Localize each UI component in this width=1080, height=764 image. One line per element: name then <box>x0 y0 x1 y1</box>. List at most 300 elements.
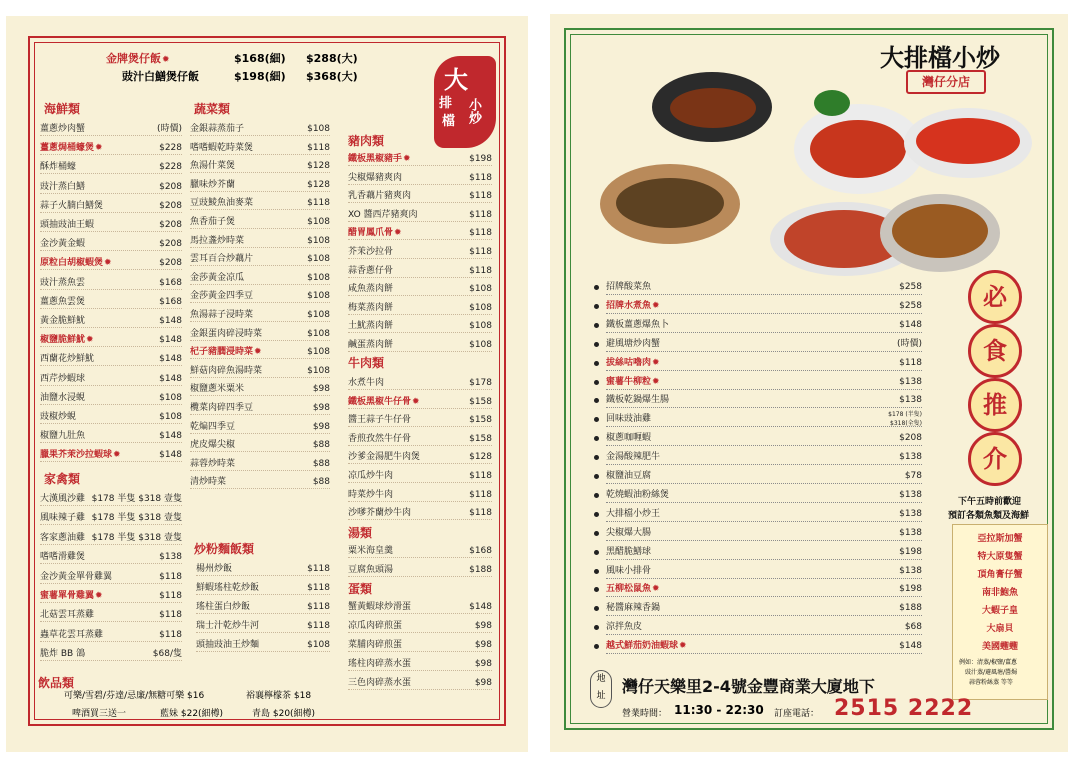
signature-dish-row <box>592 505 922 524</box>
signature-dish-name: 黑醋脆鱔球 <box>606 546 652 557</box>
signature-dish-price: $138 <box>899 452 922 463</box>
menu-item-price: $118 <box>469 508 492 519</box>
menu-item-name: 鹹蛋蒸肉餅 <box>348 340 394 350</box>
menu-item-row <box>40 427 182 445</box>
menu-item-name: 豉汁蒸魚雲 <box>40 277 86 288</box>
menu-item-row <box>40 645 182 663</box>
menu-item-price: $68/隻 <box>152 649 182 660</box>
signature-dish-name: 鐵板乾鍋爆生腸 <box>606 395 670 406</box>
menu-item-price: $208 <box>159 181 182 192</box>
signature-dish-name: 回味豉油雞 <box>606 414 652 425</box>
menu-item-name: 鐵板黑椒牛仔骨✹ <box>348 393 420 411</box>
menu-item-name: 鐵板黑椒豬手✹ <box>348 150 411 168</box>
signature-dish-row <box>592 335 922 354</box>
menu-item-name: 金莎黃金四季豆 <box>190 291 254 302</box>
menu-item-price: $118 <box>307 583 330 593</box>
star-burst-icon: ✹ <box>652 584 660 595</box>
bullet-icon <box>594 550 599 555</box>
menu-item-price: $108 <box>307 640 330 650</box>
menu-item-row <box>40 548 182 566</box>
menu-item-row <box>40 139 182 157</box>
signature-dish-price: $138 <box>899 565 922 576</box>
menu-item-price: $158 <box>469 396 492 407</box>
menu-item-row <box>348 299 492 317</box>
signature-dish-name: 大排檔小炒王 <box>606 508 661 519</box>
menu-item-price: $158 <box>469 415 492 426</box>
top-item-1 <box>106 50 170 66</box>
menu-item-row <box>190 380 330 398</box>
menu-item-name: 梅菜蒸肉餅 <box>348 302 394 313</box>
menu-item-price: $148 <box>159 316 182 326</box>
menu-item-name: 金沙黃金單骨雞翼 <box>40 571 113 582</box>
signature-dish-price: $198 <box>899 584 922 595</box>
method-line-1: 例如：清蒸/椒鹽/薑蔥 <box>959 659 1018 666</box>
bullet-icon <box>594 531 599 536</box>
menu-item-price: $208 <box>159 220 182 230</box>
menu-item-name: 西芹炒蝦球 <box>40 373 86 384</box>
menu-item-row <box>40 178 182 196</box>
must-try-char: 介 <box>968 432 1022 486</box>
menu-item-row <box>196 636 330 654</box>
menu-item-price: $98 <box>312 403 330 413</box>
menu-item-name: 臘果芥茉沙拉蝦球✹ <box>40 446 121 464</box>
menu-item-price: $138 <box>159 552 182 563</box>
menu-item-price: $148 <box>159 335 182 346</box>
menu-item-row <box>40 158 182 176</box>
menu-item-row <box>40 274 182 292</box>
top-item-1-price-small: $168(細) <box>234 52 286 65</box>
signature-dish-row <box>592 391 922 410</box>
menu-item-price: $188 <box>469 564 492 575</box>
drinks-line-1: 可樂/雪碧/芬達/忌廉/無糖可樂 $16 <box>64 691 205 701</box>
menu-item-price: $118 <box>307 602 330 612</box>
menu-item-name: 瑤柱肉碎蒸水蛋 <box>348 659 412 669</box>
menu-item-price: $88 <box>312 477 330 488</box>
menu-item-price: $108 <box>307 272 330 283</box>
menu-item-row <box>348 636 492 654</box>
menu-item-price: $128 <box>469 452 492 463</box>
menu-item-name: 大漢風沙雞 <box>40 494 86 504</box>
restaurant-logo <box>434 56 496 148</box>
menu-item-price: $88 <box>312 440 330 451</box>
restaurant-logo-text: 大排檔小炒 <box>880 44 1000 72</box>
menu-item-name: 咸魚蒸肉餅 <box>348 284 394 295</box>
menu-item-price: $118 <box>159 610 182 621</box>
menu-item-price: $108 <box>469 321 492 332</box>
menu-item-price: $118 <box>469 228 492 239</box>
star-burst-icon: ✹ <box>652 300 660 311</box>
menu-item-name: 金沙黃金蝦 <box>40 239 86 250</box>
signature-dish-name: 椒蔥咖喱蝦 <box>606 433 652 444</box>
menu-item-price: $118 <box>469 471 492 481</box>
menu-item-price: $98 <box>474 678 492 688</box>
menu-item-price: (時價) <box>156 124 182 134</box>
menu-item-row <box>348 561 492 579</box>
menu-item-name: 嗜嗜滑雞煲 <box>40 552 86 563</box>
menu-item-name: 金銀蒜蒸茄子 <box>190 124 245 134</box>
branch-badge: 灣仔分店 <box>906 70 986 94</box>
signature-dish-price: $78 <box>904 471 922 481</box>
menu-item-row <box>196 617 330 635</box>
menu-item-price: $118 <box>469 247 492 257</box>
signature-dish-name: 招牌酸菜魚 <box>606 282 652 292</box>
menu-item-name: 酥炸桶蠔 <box>40 162 77 173</box>
tofu-dish-image <box>892 204 988 258</box>
menu-item-row <box>40 254 182 272</box>
signature-dish-name: 椒鹽油豆腐 <box>606 471 652 481</box>
menu-item-name: 豉椒炒蜆 <box>40 412 77 422</box>
menu-item-name: 臘味炒芥蘭 <box>190 179 236 190</box>
menu-item-row <box>190 362 330 380</box>
menu-item-price: $118 <box>307 564 330 574</box>
menu-item-price: $118 <box>469 209 492 220</box>
menu-item-name: 沙爹金湯肥牛肉煲 <box>348 452 421 463</box>
category-seafood: 海鮮類 <box>44 102 81 116</box>
menu-item-name: 蟹黃蝦球炒滑蛋 <box>348 602 412 612</box>
food-photo-collage-2 <box>898 108 1036 192</box>
menu-item-row <box>40 529 182 547</box>
signature-dish-name: 拔絲咕嚕肉✹ <box>606 354 660 373</box>
menu-item-name: 豆腐魚頭湯 <box>348 564 394 575</box>
signature-dish-name: 越式鮮茄奶油蝦球✹ <box>606 637 687 656</box>
signature-dish-row <box>592 467 922 486</box>
menu-item-price: $198 <box>469 154 492 164</box>
menu-item-name: 菜脯肉碎煎蛋 <box>348 640 403 650</box>
food-photo-collage-3 <box>880 194 1000 278</box>
boiled-fish-image <box>916 118 1020 164</box>
signature-dish-row <box>592 429 922 448</box>
menu-item-price: $118 <box>159 591 182 601</box>
star-burst-icon: ✹ <box>652 376 660 387</box>
menu-item-name: 杞子豬膶浸時菜✹ <box>190 343 262 361</box>
pork-dish-image <box>670 88 756 128</box>
menu-item-price: $168 <box>159 296 182 307</box>
menu-item-row <box>196 579 330 597</box>
menu-item-name: 蒜子火腩白鱔煲 <box>40 200 104 211</box>
menu-item-price: $118 <box>307 198 330 209</box>
menu-item-row <box>348 262 492 280</box>
menu-item-name: 魚湯蒜子浸時菜 <box>190 310 254 320</box>
menu-item-price: $148 <box>159 354 182 365</box>
signature-dish-price: $138 <box>899 527 922 538</box>
menu-item-price: $168 <box>469 546 492 556</box>
menu-item-row <box>40 490 182 508</box>
menu-item-row <box>348 243 492 261</box>
menu-item-row <box>40 235 182 253</box>
menu-item-name: 時菜炒牛肉 <box>348 489 394 500</box>
menu-item-name: 清炒時菜 <box>190 477 227 488</box>
menu-item-name: 土魷蒸肉餅 <box>348 321 394 332</box>
must-try-char: 必 <box>968 270 1022 324</box>
menu-item-name: 薑蔥炒肉蟹 <box>40 124 86 134</box>
signature-dish-row <box>592 486 922 505</box>
menu-item-name: 醋胃鳳爪骨✹ <box>348 224 402 242</box>
broccoli-garnish-image <box>814 90 850 116</box>
menu-item-row <box>348 317 492 335</box>
signature-dish-row <box>592 410 922 429</box>
seafood-order-item: 大蝦子皇 <box>981 606 1018 616</box>
menu-item-row <box>348 486 492 504</box>
menu-item-price: $98 <box>474 659 492 669</box>
menu-item-row <box>348 598 492 616</box>
menu-item-row <box>348 542 492 560</box>
menu-item-row <box>190 157 330 175</box>
signature-dish-price: $68 <box>904 622 922 633</box>
signature-dish-price: $178 (半隻) $318(全隻) <box>888 411 922 428</box>
menu-item-price: $228 <box>159 143 182 154</box>
menu-item-name: 粟米海皇羹 <box>348 546 394 556</box>
menu-item-price: $108 <box>159 412 182 422</box>
address-badge-char-2: 址 <box>596 691 606 701</box>
menu-item-name: 魚香茄子煲 <box>190 217 236 227</box>
menu-item-row <box>348 280 492 298</box>
menu-item-row <box>190 343 330 361</box>
signature-dish-name: 秘醬麻辣香鍋 <box>606 603 661 614</box>
top-item-2-price-large: $368(大) <box>306 70 358 83</box>
star-burst-icon: ✹ <box>113 450 121 461</box>
menu-item-name: 虎皮爆尖椒 <box>190 440 236 451</box>
menu-item-row <box>348 504 492 522</box>
menu-item-row <box>190 139 330 157</box>
menu-item-row <box>40 293 182 311</box>
must-try-badge <box>960 270 1030 500</box>
signature-dish-row <box>592 618 922 637</box>
signature-dish-price: $258 <box>899 300 922 311</box>
menu-item-row <box>348 448 492 466</box>
category-eggs: 蛋類 <box>348 582 373 596</box>
seafood-order-item: 亞拉斯加蟹 <box>977 534 1023 544</box>
menu-item-price: $108 <box>307 365 330 376</box>
menu-item-row <box>40 197 182 215</box>
menu-item-name: 魚湯什菜煲 <box>190 161 236 172</box>
menu-item-price: $208 <box>159 258 182 269</box>
method-line-3: 蒜蓉粉絲蒸 等等 <box>969 679 1013 686</box>
signature-dish-row <box>592 373 922 392</box>
menu-item-row <box>40 568 182 586</box>
menu-item-row <box>348 655 492 673</box>
bullet-icon <box>594 493 599 498</box>
bullet-icon <box>594 569 599 574</box>
menu-item-row <box>348 393 492 411</box>
menu-item-row <box>40 389 182 407</box>
menu-item-name: 三色肉碎蒸水蛋 <box>348 678 412 688</box>
menu-item-row <box>190 250 330 268</box>
menu-item-name: 蒜蓉炒時菜 <box>190 458 236 469</box>
bullet-icon <box>594 455 599 460</box>
menu-item-row <box>348 467 492 485</box>
menu-item-price: $118 <box>469 172 492 183</box>
menu-item-row <box>196 560 330 578</box>
menu-item-row <box>348 150 492 168</box>
menu-item-name: 蜜薯單骨雞翼✹ <box>40 587 103 605</box>
top-item-1-price-large: $288(大) <box>306 52 358 65</box>
signature-dish-row <box>592 580 922 599</box>
signature-dish-price: $138 <box>899 376 922 387</box>
menu-item-row <box>348 224 492 242</box>
menu-item-name: 鮮蝦瑤柱乾炒飯 <box>196 583 260 593</box>
menu-item-name: 黃金脆鮮魷 <box>40 316 86 326</box>
menu-item-name: 頭抽豉油王蝦 <box>40 220 95 230</box>
must-try-char: 推 <box>968 378 1022 432</box>
menu-item-row <box>190 399 330 417</box>
menu-item-row <box>348 169 492 187</box>
method-line-2: 豉汁蒸/避風塘/醬焗 <box>965 669 1018 676</box>
menu-item-name: 金莎黃金凉瓜 <box>190 272 245 283</box>
star-burst-icon: ✹ <box>86 335 94 346</box>
signature-dish-price: $208 <box>899 433 922 444</box>
category-noodles: 炒粉麵飯類 <box>194 542 255 556</box>
signature-dish-row <box>592 354 922 373</box>
opening-hours: 11:30 - 22:30 <box>674 703 764 717</box>
category-soup: 湯類 <box>348 526 373 540</box>
menu-item-row <box>348 430 492 448</box>
star-burst-icon: ✹ <box>95 591 103 601</box>
menu-item-row <box>40 446 182 464</box>
menu-item-row <box>190 418 330 436</box>
menu-item-price: $108 <box>307 310 330 320</box>
menu-item-row <box>348 617 492 635</box>
menu-item-row <box>40 606 182 624</box>
category-vegetables: 蔬菜類 <box>194 102 231 116</box>
menu-item-row <box>40 408 182 426</box>
menu-item-price: $148 <box>469 602 492 612</box>
menu-item-price: $178 半隻 $318 壹隻 <box>91 513 182 524</box>
menu-page-left <box>6 16 528 752</box>
bullet-icon <box>594 606 599 611</box>
menu-item-row <box>348 411 492 429</box>
menu-item-price: $98 <box>474 621 492 631</box>
menu-item-name: 凉瓜炒牛肉 <box>348 471 394 481</box>
signature-dish-price: $188 <box>899 603 922 614</box>
address-badge <box>590 670 612 708</box>
menu-item-name: 薑蔥魚雲煲 <box>40 296 86 307</box>
logo-char-1: 大 <box>444 66 468 94</box>
menu-item-row <box>190 232 330 250</box>
signature-dish-price: $148 <box>899 641 922 652</box>
menu-item-price: $168 <box>159 277 182 288</box>
drinks-line-2c: 青島 $20(細樽) <box>252 709 316 719</box>
menu-item-row <box>40 312 182 330</box>
bullet-icon <box>594 644 599 649</box>
menu-item-name: 豉汁蒸白鱔 <box>40 181 86 192</box>
menu-item-price: $118 <box>307 142 330 153</box>
menu-item-price: $208 <box>159 239 182 250</box>
signature-dish-price: $138 <box>899 395 922 406</box>
menu-item-price: $88 <box>312 458 330 469</box>
menu-item-row <box>190 287 330 305</box>
menu-item-name: 油鹽水浸蜆 <box>40 392 86 403</box>
menu-item-name: 楊州炒飯 <box>196 564 233 574</box>
signature-dish-name: 風味小排骨 <box>606 565 652 576</box>
menu-item-name: 風味辣子雞 <box>40 513 86 524</box>
menu-item-row <box>190 194 330 212</box>
signature-dish-row <box>592 448 922 467</box>
menu-item-row <box>190 213 330 231</box>
menu-item-price: $118 <box>307 621 330 631</box>
menu-item-price: $158 <box>469 433 492 444</box>
menu-item-row <box>348 206 492 224</box>
menu-item-price: $228 <box>159 162 182 173</box>
menu-item-row <box>40 331 182 349</box>
logo-char-2: 排 <box>439 96 453 111</box>
hours-label: 營業時間： <box>622 709 668 719</box>
menu-item-price: $128 <box>307 161 330 172</box>
menu-item-price: $118 <box>469 191 492 202</box>
address-badge-char-1: 地 <box>596 674 606 684</box>
menu-item-name: 尖椒爆豬爽肉 <box>348 172 403 183</box>
signature-dish-name: 涼拌魚皮 <box>606 622 643 633</box>
menu-item-name: 乳香藕片豬爽肉 <box>348 191 412 202</box>
menu-item-price: $108 <box>307 124 330 134</box>
star-burst-icon: ✹ <box>104 258 112 269</box>
category-pork: 豬肉類 <box>348 134 385 148</box>
seafood-order-item: 頂角膏仔蟹 <box>977 570 1023 580</box>
menu-item-row <box>348 674 492 692</box>
top-item-1-name: 金牌煲仔飯 <box>106 52 161 65</box>
menu-item-name: 椒鹽脆鮮魷✹ <box>40 331 94 349</box>
menu-item-row <box>40 350 182 368</box>
signature-dish-price: $198 <box>899 546 922 557</box>
menu-item-price: $148 <box>159 373 182 384</box>
menu-item-name: 鮮菇肉碎魚湯時菜 <box>190 365 263 376</box>
menu-item-price: $118 <box>159 571 182 582</box>
signature-dish-price: $138 <box>899 489 922 500</box>
signature-dish-price: $258 <box>899 282 922 292</box>
signature-dish-row <box>592 543 922 562</box>
menu-item-row <box>348 187 492 205</box>
menu-item-row <box>348 336 492 354</box>
signature-dish-price: (時價) <box>896 338 922 349</box>
menu-item-price: $108 <box>469 284 492 295</box>
bullet-icon <box>594 285 599 290</box>
menu-item-name: 乾煸四季豆 <box>190 421 236 432</box>
menu-item-name: 醬王蒜子牛仔骨 <box>348 415 412 426</box>
bullet-icon <box>594 417 599 422</box>
menu-item-price: $148 <box>159 450 182 461</box>
menu-item-row <box>40 120 182 138</box>
signature-dish-row <box>592 297 922 316</box>
menu-item-price: $128 <box>307 179 330 190</box>
bullet-icon <box>594 361 599 366</box>
bullet-icon <box>594 304 599 309</box>
star-burst-icon: ✹ <box>162 55 170 65</box>
menu-item-price: $108 <box>307 217 330 227</box>
reserve-note-line-2: 預訂各類魚類及海鮮 <box>948 511 1030 521</box>
address-text: 灣仔天樂里2-4號金豐商業大廈地下 <box>622 677 875 696</box>
menu-item-name: 雲耳百合炒藕片 <box>190 254 254 265</box>
menu-item-price: $108 <box>469 302 492 313</box>
menu-item-price: $178 半隻 $318 壹隻 <box>91 494 182 504</box>
seafood-order-item: 美國蟶蟶 <box>981 642 1018 652</box>
signature-dish-row <box>592 562 922 581</box>
bullet-icon <box>594 342 599 347</box>
bullet-icon <box>594 323 599 328</box>
top-item-2-price-small: $198(細) <box>234 70 286 83</box>
menu-item-name: 馬拉盞炒時菜 <box>190 235 245 246</box>
star-burst-icon: ✹ <box>652 357 660 368</box>
menu-item-row <box>40 509 182 527</box>
menu-item-price: $108 <box>307 328 330 339</box>
menu-item-name: 原粒白胡椒蝦煲✹ <box>40 254 112 272</box>
sweet-sour-dish-image <box>810 120 906 178</box>
menu-item-row <box>40 587 182 605</box>
menu-item-price: $98 <box>312 421 330 432</box>
menu-item-name: 金銀蛋肉碎浸時菜 <box>190 328 263 339</box>
menu-item-row <box>348 374 492 392</box>
menu-item-price: $118 <box>159 629 182 640</box>
menu-item-row <box>190 436 330 454</box>
signature-dish-row <box>592 524 922 543</box>
